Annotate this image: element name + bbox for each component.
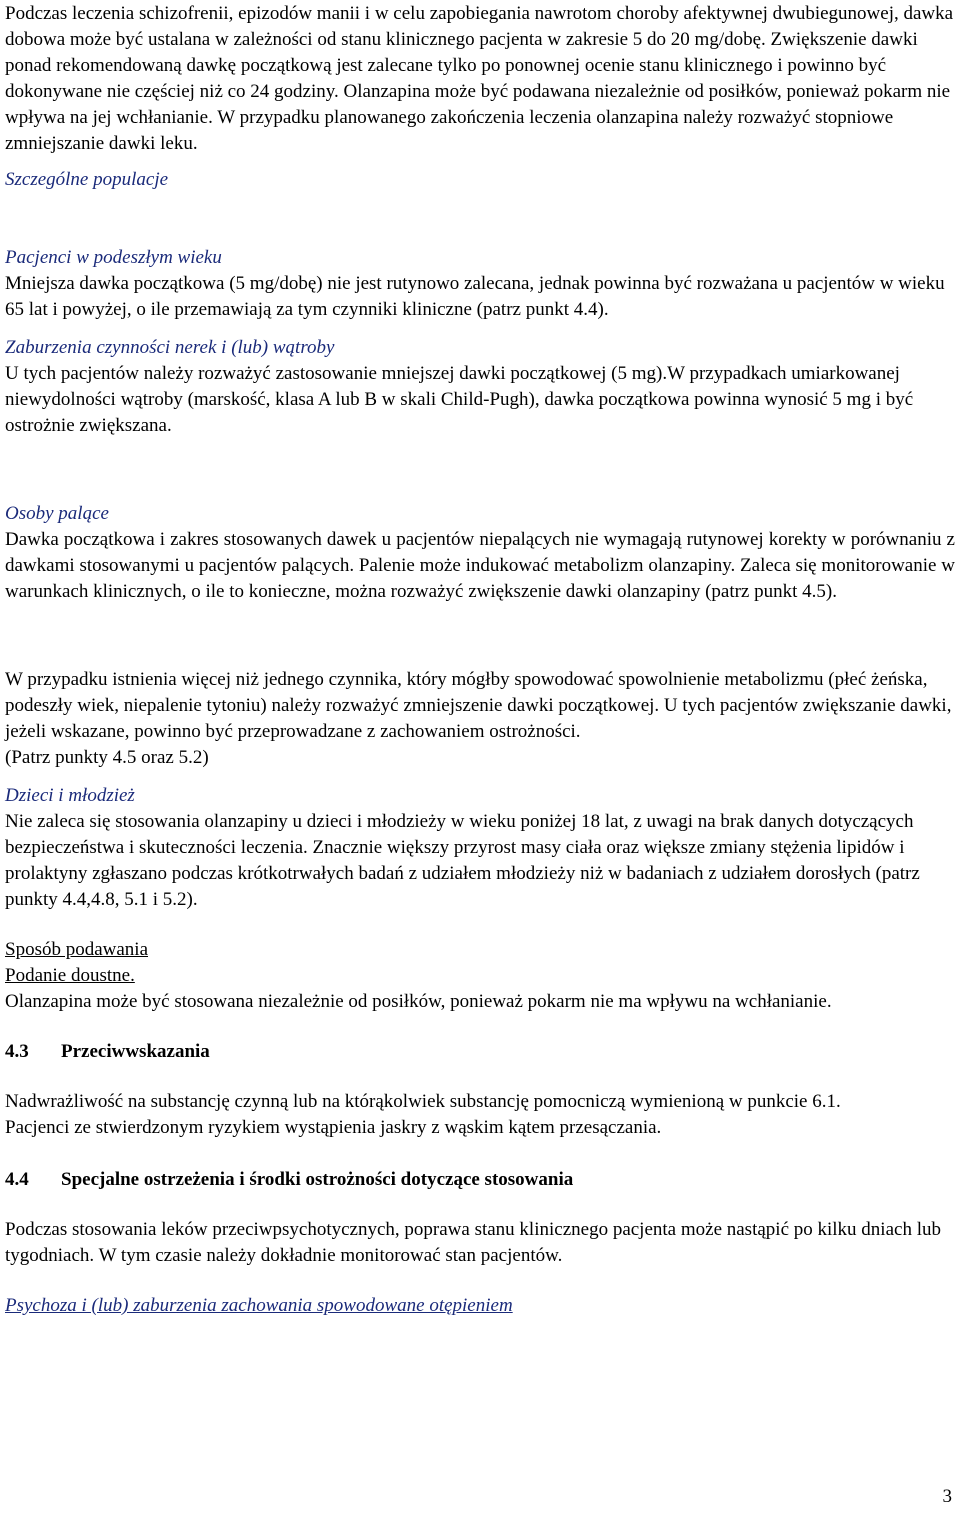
section-4-3-title: Przeciwwskazania <box>61 1041 210 1062</box>
elderly-heading: Pacjenci w podeszłym wieku <box>5 247 222 268</box>
section-4-3-heading <box>5 1039 955 1065</box>
document-page <box>5 0 955 1319</box>
intro-paragraph: Podczas leczenia schizofrenii, epizodów manii i w celu zapobiegania nawrotom choroby afektywnej dwubiegunowej, dawka dobowa może być ustalana w zależności od stanu klinicznego pacjenta w zakresie 5 do 20 mg/dobę. Zwiększenie dawki ponad rekomendowaną dawkę początkową jest zalecane tylko po ponownej ocenie stanu klinicznego i powinno być dokonywane nie częściej niż co 24 godziny. Olanzapina może być podawana niezależnie od posiłków, ponieważ pokarm nie wpływa na jej wchłanianie. W przypadku planowanego zakończenia leczenia olanzapina należy rozważyć stopniowe zmniejszanie dawki leku. <box>5 3 954 154</box>
section-4-4-number: 4.4 <box>5 1169 29 1190</box>
children-heading: Dzieci i młodzież <box>5 785 135 806</box>
administration-heading: Sposób podawania <box>5 939 149 960</box>
renal-hepatic-heading: Zaburzenia czynności nerek i (lub) wątroby <box>5 337 335 358</box>
smokers-heading: Osoby palące <box>5 503 109 524</box>
section-4-3-number: 4.3 <box>5 1041 29 1062</box>
special-populations-heading: Szczególne populacje <box>5 169 169 190</box>
administration-route: Podanie doustne. <box>5 965 135 986</box>
administration-paragraph: Olanzapina może być stosowana niezależnie od posiłków, ponieważ pokarm nie ma wpływu na wchłanianie. <box>5 991 832 1012</box>
section-4-4-heading <box>5 1167 955 1193</box>
multiple-factors-reference: (Patrz punkty 4.5 oraz 5.2) <box>5 747 209 768</box>
elderly-paragraph: Mniejsza dawka początkowa (5 mg/dobę) nie jest rutynowo zalecana, jednak powinna być rozważana u pacjentów w wieku 65 lat i powyżej, o ile przemawiają za tym czynniki kliniczne (patrz punkt 4.4). <box>5 273 945 320</box>
renal-hepatic-paragraph: U tych pacjentów należy rozważyć zastosowanie mniejszej dawki początkowej (5 mg).W przypadkach umiarkowanej niewydolności wątroby (marskość, klasa A lub B w skali Child-Pugh), dawka początkowa powinna wynosić 5 mg i być ostrożnie zwiększana. <box>5 363 914 436</box>
section-4-3-paragraph-1: Nadwrażliwość na substancję czynną lub na którąkolwiek substancję pomocniczą wymienioną w punkcie 6.1. <box>5 1091 841 1112</box>
dementia-psychosis-heading: Psychoza i (lub) zaburzenia zachowania spowodowane otępieniem <box>5 1295 513 1316</box>
children-paragraph: Nie zaleca się stosowania olanzapiny u dzieci i młodzieży w wieku poniżej 18 lat, z uwagi na brak danych dotyczących bezpieczeństwa i skuteczności leczenia. Znacznie większy przyrost masy ciała oraz większe zmiany stężenia lipidów i prolaktyny zgłaszano podczas krótkotrwałych badań z udziałem młodzieży niż w badaniach z udziałem dorosłych (patrz punkty 4.4,4.8, 5.1 i 5.2). <box>5 811 920 910</box>
page-number: 3 <box>942 1486 952 1507</box>
section-4-3-paragraph-2: Pacjenci ze stwierdzonym ryzykiem wystąpienia jaskry z wąskim kątem przesączania. <box>5 1117 662 1138</box>
smokers-paragraph: Dawka początkowa i zakres stosowanych dawek u pacjentów niepalących nie wymagają rutynowej korekty w porównaniu z dawkami stosowanymi u pacjentów palących. Palenie może indukować metabolizm olanzapiny. Zaleca się monitorowanie w warunkach klinicznych, o ile to konieczne, można rozważyć zwiększenie dawki olanzapiny (patrz punkt 4.5). <box>5 529 955 602</box>
section-4-4-title: Specjalne ostrzeżenia i środki ostrożności dotyczące stosowania <box>61 1169 574 1190</box>
multiple-factors-paragraph: W przypadku istnienia więcej niż jednego czynnika, który mógłby spowodować spowolnienie metabolizmu (płeć żeńska, podeszły wiek, niepalenie tytoniu) należy rozważyć zmniejszenie dawki początkowej. U tych pacjentów zwiększanie dawki, jeżeli wskazane, powinno być przeprowadzane z zachowaniem ostrożności. <box>5 669 952 742</box>
section-4-4-paragraph-1: Podczas stosowania leków przeciwpsychotycznych, poprawa stanu klinicznego pacjenta może nastąpić po kilku dniach lub tygodniach. W tym czasie należy dokładnie monitorować stan pacjentów. <box>5 1219 941 1266</box>
